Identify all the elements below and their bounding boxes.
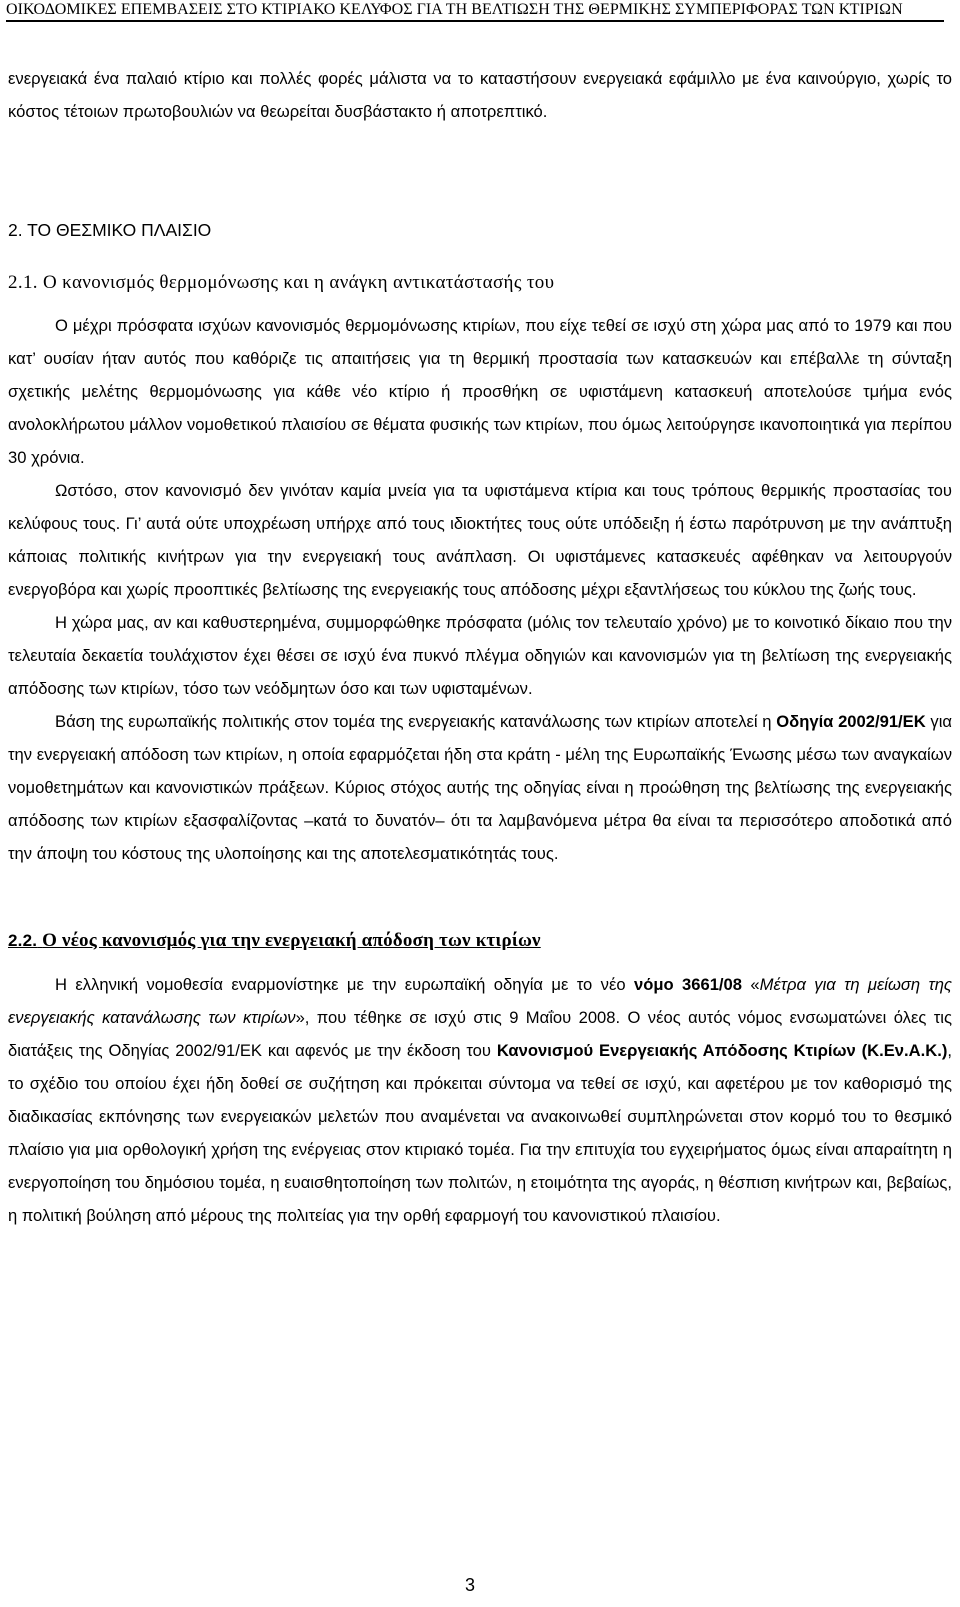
paragraph (8, 705, 952, 870)
directive-name: Οδηγία 2002/91/ΕΚ (776, 712, 926, 731)
section-heading-2: 2. ΤΟ ΘΕΣΜΙΚΟ ΠΛΑΙΣΙΟ (8, 220, 212, 240)
section-title: Ο κανονισμός θερμομόνωσης και η ανάγκη αντικατάστασής του (43, 272, 555, 293)
running-header: ΟΙΚΟΔΟΜΙΚΕΣ ΕΠΕΜΒΑΣΕΙΣ ΣΤΟ ΚΤΙΡΙΑΚΟ ΚΕΛΥΦΟΣ ΓΙΑ ΤΗ ΒΕΛΤΙΩΣΗ ΤΗΣ ΘΕΡΜΙΚΗΣ ΣΥΜΠΕΡΙΦΟΡΑΣ ΤΩΝ ΚΤΙΡΙΩΝ (6, 1, 903, 18)
section-heading-2-1 (8, 270, 952, 296)
text-run: Η ελληνική νομοθεσία εναρμονίστηκε με την ευρωπαϊκή οδηγία με το νέο (55, 975, 634, 994)
law-title: Μέτρα για τη μείωση της ενεργειακής κατανάλωσης των κτιρίων (8, 975, 953, 1027)
paragraph: Ο μέχρι πρόσφατα ισχύων κανονισμός θερμομόνωσης κτιρίων, που είχε τεθεί σε ισχύ στη χώρα μας από το 1979 και που κατ’ ουσίαν ήταν αυτός που καθόριζε τις απαιτήσεις για τη θερμική προστασία των κατασκευών και επέβαλλε τη σύνταξη σχετικής μελέτης θερμομόνωσης για κάθε νέο κτίριο ή προσθήκη σε υφιστάμενη κατασκευή αποτελούσε τμήμα ενός ανολοκλήρωτου μάλλον νομοθετικού πλαισίου σε θέματα φυσικής των κτιρίων, που όμως λειτούργησε ικανοποιητικά για περίπου 30 χρόνια. (8, 316, 952, 467)
intro-paragraph: ενεργειακά ένα παλαιό κτίριο και πολλές φορές μάλιστα να το καταστήσουν ενεργειακά εφάμιλλο με ένα καινούργιο, χωρίς το κόστος τέτοιων πρωτοβουλιών να θεωρείται δυσβάστακτο ή αποτρεπτικό. (8, 69, 952, 121)
paragraph: Ωστόσο, στον κανονισμό δεν γινόταν καμία μνεία για τα υφιστάμενα κτίρια και τους τρόπους θερμικής προστασίας του κελύφους τους. Γι’ αυτά ούτε υποχρέωση υπήρχε από τους ιδιοκτήτες τους ούτε υπόδειξη ή έστω παρότρυνση με την ανάπτυξη κάποιας πολιτικής κινήτρων για την ενεργειακή τους ανάπλαση. Οι υφιστάμενες κατασκευές αφέθηκαν να λειτουργούν ενεργοβόρα και χωρίς προοπτικές βελτίωσης της ενεργειακής τους απόδοσης μέχρι εξαντλήσεως του κύκλου της ζωής τους. (8, 481, 952, 599)
section-title: Ο νέος κανονισμός για την ενεργειακή απόδοση των κτιρίων (42, 930, 541, 951)
text-run: Βάση της ευρωπαϊκής πολιτικής στον τομέα της ενεργειακής κατανάλωσης των κτιρίων αποτελεί η (55, 712, 777, 731)
law-number: νόμο 3661/08 (633, 975, 743, 994)
page-content (8, 62, 952, 1232)
text-run: », που τέθηκε σε ισχύ στις 9 Μαΐου 2008. Ο νέος αυτός νόμος ενσωματώνει όλες τις διατάξεις της Οδηγίας 2002/91/ΕΚ και αφενός με την έκδοση του (8, 1008, 952, 1060)
paragraph: Η χώρα μας, αν και καθυστερημένα, συμμορφώθηκε πρόσφατα (μόλις τον τελευταίο χρόνο) με το κοινοτικό δίκαιο που την τελευταία δεκαετία τουλάχιστον έχει θέσει σε ισχύ ένα πυκνό πλέγμα οδηγιών και κανονισμών για τη βελτίωση της ενεργειακής απόδοσης των κτιρίων, τόσο των νεόδμητων όσο και των υφισταμένων. (8, 613, 952, 698)
section-number: 2.2. (8, 931, 38, 950)
paragraph (8, 968, 952, 1232)
header-rule (6, 20, 944, 22)
text-run: για την ενεργειακή απόδοση των κτιρίων, η οποία εφαρμόζεται ήδη στα κράτη - μέλη της Ευρωπαϊκής Ένωσης μέσω των αναγκαίων νομοθετημάτων και κανονιστικών πράξεων. Κύριος στόχος αυτής της οδηγίας είναι η προώθηση της βελτίωσης της ενεργειακής απόδοσης των κτιρίων εξασφαλίζοντας –κατά το δυνατόν– ότι τα λαμβανόμενα μέτρα θα είναι τα περισσότερο αποδοτικά από την άποψη του κόστους της υλοποίησης και της αποτελεσματικότητάς τους. (8, 712, 952, 863)
section-number: 2.1. (8, 272, 38, 293)
section-heading-2-2 (8, 928, 952, 954)
text-run: « (742, 975, 760, 994)
page-number: 3 (464, 1575, 475, 1595)
text-run: , το σχέδιο του οποίου έχει ήδη δοθεί σε συζήτηση και πρόκειται σύντομα να τεθεί σε ισχύ, και αφετέρου με τον καθορισμό της διαδικασίας εκπόνησης των ενεργειακών μελετών που αναμένεται να ανακοινωθεί συμπληρώνεται στον κορμό του το θεσμικό πλαίσιο για μια ορθολογική χρήση της ενέργειας στον κτιριακό τομέα. Για την επιτυχία του εγχειρήματος όμως είναι απαραίτητη η ενεργοποίηση του δημόσιου τομέα, η ευαισθητοποίηση των πολιτών, η ετοιμότητα της αγοράς, η θέσπιση κινήτρων και, βεβαίως, η πολιτική βούληση από μέρους της πολιτείας για την ορθή εφαρμογή του κανονιστικού πλαισίου. (8, 1041, 952, 1225)
regulation-name: Κανονισμού Ενεργειακής Απόδοσης Κτιρίων (Κ.Εν.Α.Κ.) (496, 1041, 948, 1060)
